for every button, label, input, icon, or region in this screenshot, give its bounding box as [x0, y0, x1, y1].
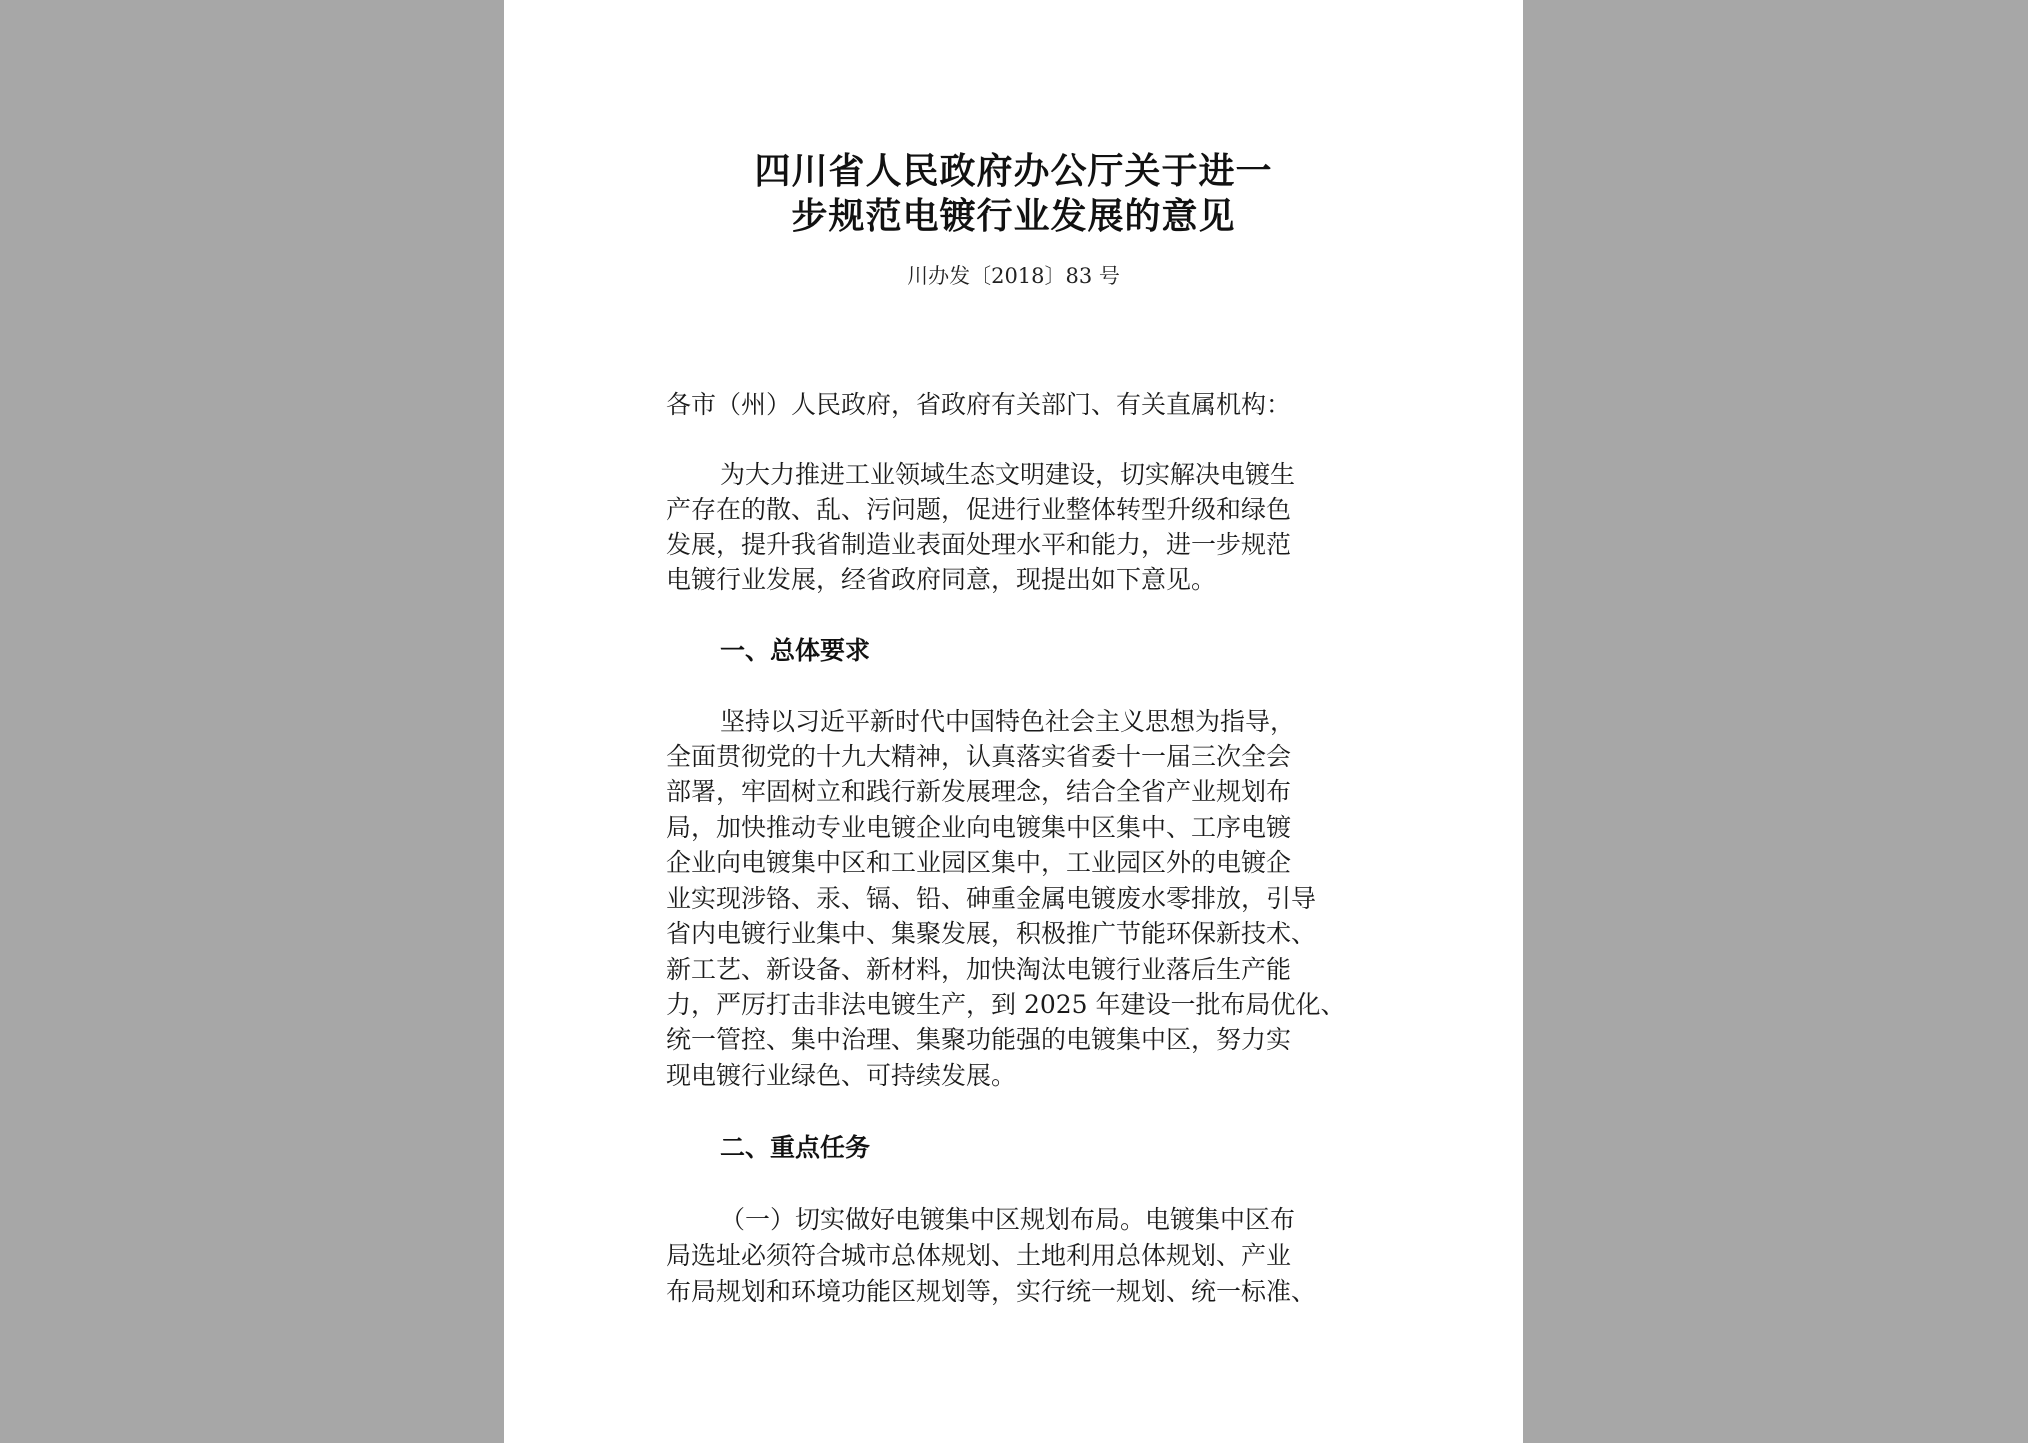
document-number: 川办发〔2018〕83 号 [907, 264, 1120, 288]
section-heading-general-requirements: 一、总体要求 [720, 636, 871, 665]
section-heading-key-tasks: 二、重点任务 [720, 1133, 871, 1162]
section1-line: 统一管控、集中治理、集聚功能强的电镀集中区，努力实 [666, 1025, 1292, 1054]
salutation: 各市（州）人民政府，省政府有关部门、有关直属机构： [666, 390, 1292, 419]
section1-line: 力，严厉打击非法电镀生产，到 2025 年建设一批布局优化、 [666, 990, 1346, 1019]
document-title-line-1: 四川省人民政府办公厅关于进一 [754, 151, 1273, 192]
section1-line: 业实现涉铬、汞、镉、铅、砷重金属电镀废水零排放，引导 [666, 884, 1317, 913]
section1-line: 企业向电镀集中区和工业园区集中，工业园区外的电镀企 [666, 848, 1292, 877]
intro-line: 为大力推进工业领域生态文明建设，切实解决电镀生 [720, 460, 1296, 489]
intro-line: 产存在的散、乱、污问题，促进行业整体转型升级和绿色 [666, 495, 1292, 524]
section2-line: 布局规划和环境功能区规划等，实行统一规划、统一标准、 [666, 1277, 1317, 1306]
section1-line: 部署，牢固树立和践行新发展理念，结合全省产业规划布 [666, 777, 1292, 806]
document-title-line-2: 步规范电镀行业发展的意见 [791, 196, 1236, 237]
section2-line: （一）切实做好电镀集中区规划布局。电镀集中区布 [720, 1205, 1296, 1234]
section1-line: 坚持以习近平新时代中国特色社会主义思想为指导， [720, 707, 1296, 736]
section1-line: 现电镀行业绿色、可持续发展。 [666, 1061, 1017, 1090]
document-page [504, 0, 1523, 1443]
section2-line: 局选址必须符合城市总体规划、土地利用总体规划、产业 [666, 1241, 1292, 1270]
intro-line: 发展，提升我省制造业表面处理水平和能力，进一步规范 [666, 530, 1292, 559]
section1-line: 全面贯彻党的十九大精神，认真落实省委十一届三次全会 [666, 742, 1292, 771]
intro-line: 电镀行业发展，经省政府同意，现提出如下意见。 [666, 565, 1217, 594]
section1-line: 局，加快推动专业电镀企业向电镀集中区集中、工序电镀 [666, 813, 1292, 842]
section1-line: 省内电镀行业集中、集聚发展，积极推广节能环保新技术、 [666, 919, 1317, 948]
section1-line: 新工艺、新设备、新材料，加快淘汰电镀行业落后生产能 [666, 955, 1292, 984]
